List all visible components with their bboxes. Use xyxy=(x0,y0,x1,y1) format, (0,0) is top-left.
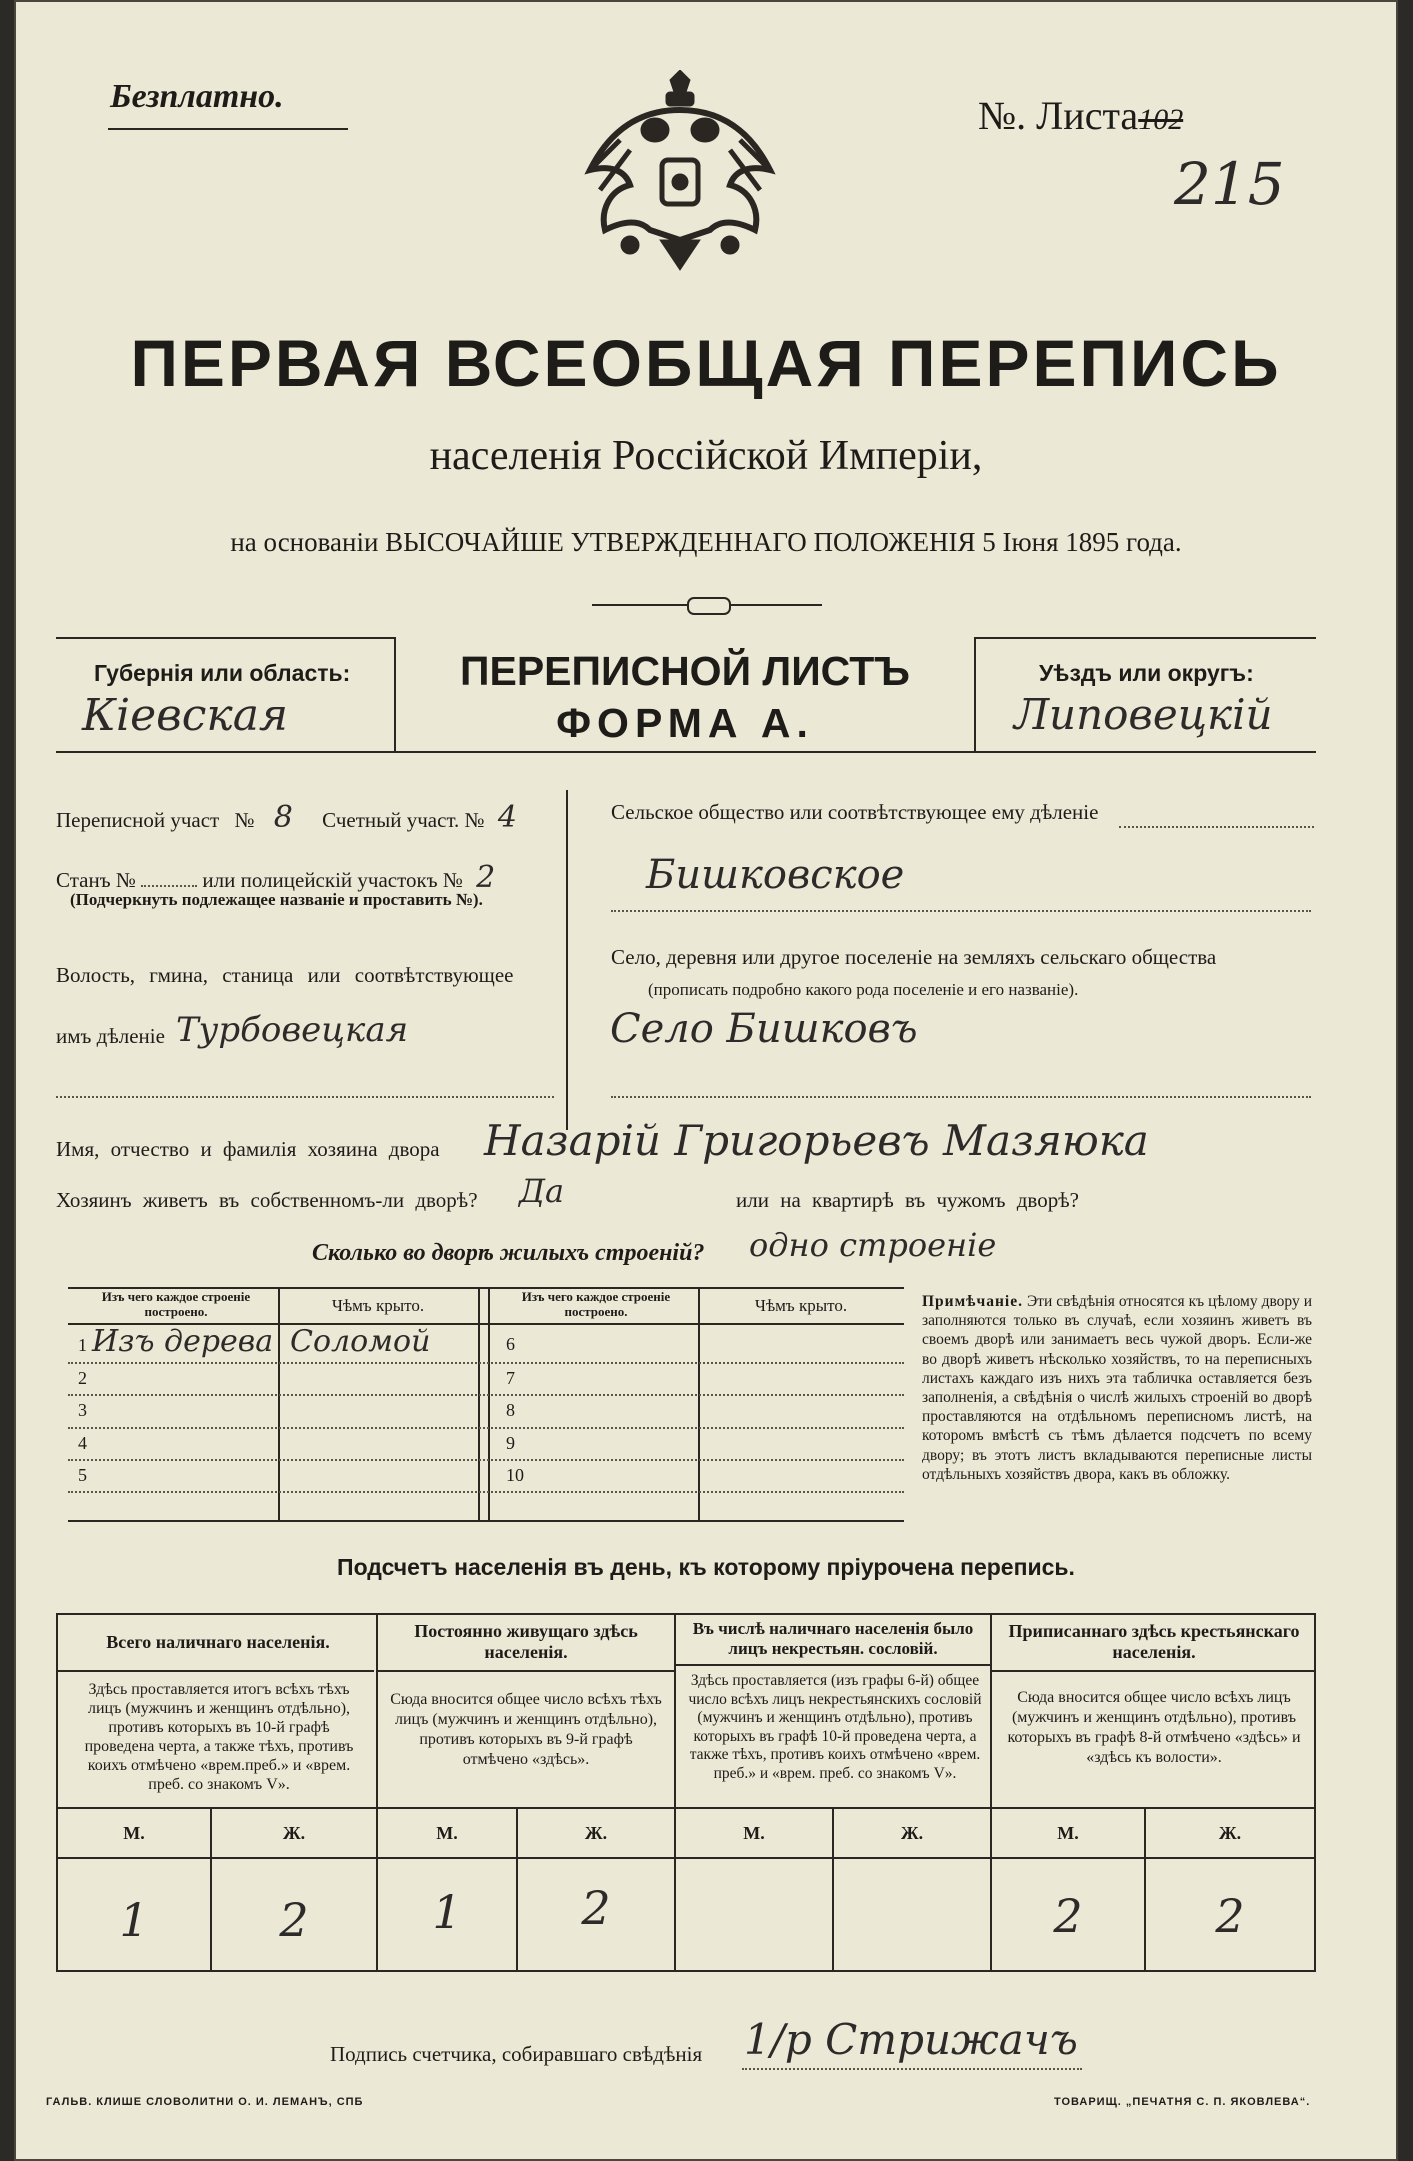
police-value: 2 xyxy=(476,860,496,895)
district-label: Уѣздъ или округъ: xyxy=(1039,660,1254,686)
page-subtitle: населенія Россійской Имперіи, xyxy=(429,433,983,479)
f-value: 2 xyxy=(279,1893,309,1947)
signature-value: 1/р Стрижачъ xyxy=(744,2015,1078,2064)
sheet-number-crossed: 102 xyxy=(1138,103,1184,136)
table-col-roof-right: Чѣмъ крыто. xyxy=(754,1296,848,1315)
footer-right: ТОВАРИЩ. „ПЕЧАТНЯ С. П. ЯКОВЛЕВА“. xyxy=(1054,2096,1311,2108)
own-yard-label: Хозяинъ живетъ въ собственномъ-ли дворѣ? xyxy=(56,1188,478,1212)
society-dots-2 xyxy=(611,910,1311,912)
count-section-value: 4 xyxy=(497,800,517,835)
volost-label-1: Волость, гмина, станица или соотвѣтствующее xyxy=(56,963,514,987)
f-label: Ж. xyxy=(584,1822,608,1843)
population-col-resident-desc: Сюда вносится общее число всѣхъ тѣхъ лицъ (мужчинъ и женщинъ отдѣльно), противъ которыхъ въ 9-й графѣ отмѣчено «здѣсь». xyxy=(390,1691,662,1768)
f-label: Ж. xyxy=(900,1822,924,1843)
stan-row: Станъ № или полицейскій участокъ № 2 xyxy=(56,860,496,895)
volost-value: Турбовецкая xyxy=(176,1010,409,1050)
signature-label: Подпись счетчика, собиравшаго свѣдѣнія xyxy=(330,2042,703,2066)
population-col-total-title: Всего наличнаго населенія. xyxy=(106,1631,330,1652)
table-col-material-right: Изъ чего каждое строеніе построено. xyxy=(521,1289,671,1319)
other-yard-label: или на квартирѣ въ чужомъ дворѣ? xyxy=(736,1188,1079,1212)
fields-divider xyxy=(566,790,568,1130)
society-dots-1 xyxy=(1119,826,1314,828)
m-value xyxy=(676,1880,832,1960)
volost-label-2: имъ дѣленіе xyxy=(56,1024,165,1048)
population-heading: Подсчетъ населенія въ день, къ которому пріурочена перепись. xyxy=(337,1554,1075,1580)
province-value: Кіевская xyxy=(82,690,289,741)
population-col-resident-title: Постоянно живущаго здѣсь населенія. xyxy=(414,1621,638,1662)
table-row: 5 xyxy=(78,1465,87,1485)
table-col-roof-left: Чѣмъ крыто. xyxy=(331,1296,425,1315)
note-heading: Примѣчаніе. xyxy=(922,1293,1023,1310)
owner-name-label: Имя, отчество и фамилія хозяина двора xyxy=(56,1137,440,1161)
buildings-label: Сколько во дворѣ жилыхъ строеній? xyxy=(312,1240,705,1266)
village-label: Село, деревня или другое поселеніе на земляхъ сельскаго общества xyxy=(611,945,1217,969)
f-value: 2 xyxy=(1215,1889,1245,1943)
free-underline xyxy=(108,128,348,130)
note-text: Эти свѣдѣнія относятся къ цѣлому двору и заполняются только въ случаѣ, если хозяинъ живетъ въ своемъ дворѣ или занимаетъ весь чужой дворъ. Если-же во дворѣ живетъ нѣсколько хозяйствъ, то на переписныхъ листахъ каждаго изъ нихъ эта табличка оставляется безъ заполненія, а свѣдѣнія о числѣ жилыхъ строеній во дворѣ проставляются на отдѣльномъ переписномъ листѣ, на которомъ вмѣстѣ съ тѣмъ дѣлается подсчетъ по всему двору; въ этотъ листъ вкладываются переписные листы отдѣльныхъ хозяйствъ двора, какъ въ обложку. xyxy=(922,1293,1313,1483)
double-headed-eagle-emblem-icon xyxy=(580,70,780,280)
f-label: Ж. xyxy=(1218,1822,1242,1843)
table-row: 4 xyxy=(78,1433,87,1453)
own-yard-value: Да xyxy=(519,1172,565,1210)
population-col-peasant-desc: Сюда вносится общее число всѣхъ лицъ (мужчинъ и женщинъ отдѣльно), противъ которыхъ въ графѣ 8-й отмѣчено «здѣсь» и «здѣсь къ волости». xyxy=(1007,1689,1301,1766)
sheet-number-handwritten: 215 xyxy=(1174,150,1285,218)
volost-dots xyxy=(56,1096,554,1098)
band-right-divider xyxy=(974,637,976,751)
m-value: 1 xyxy=(432,1885,462,1939)
m-value: 1 xyxy=(119,1893,149,1947)
note-block xyxy=(922,1292,1312,1484)
table-row: 7 xyxy=(506,1368,515,1388)
table-row: 9 xyxy=(506,1433,515,1453)
form-title: ПЕРЕПИСНОЙ ЛИСТЪ xyxy=(460,648,910,694)
sheet-number xyxy=(978,92,1183,139)
f-value: 2 xyxy=(581,1881,611,1935)
society-label: Сельское общество или соотвѣтствующее ему дѣленіе xyxy=(611,800,1099,824)
table-row: 3 xyxy=(78,1400,87,1420)
census-section-row: Переписной участ № 8 Счетный участ. № 4 xyxy=(56,800,517,835)
signature-dots xyxy=(742,2068,1082,2070)
census-sheet xyxy=(14,0,1398,2161)
roof-value: Соломой xyxy=(290,1324,431,1359)
province-label: Губернія или область: xyxy=(94,660,351,686)
m-label: М. xyxy=(436,1822,458,1843)
free-label: Безплатно. xyxy=(110,78,284,115)
population-col-nonpeasant-desc: Здѣсь проставляется (изъ графы 6-й) общее число всѣхъ лицъ некрестьянскихъ сословій (мужчинъ и женщинъ отдѣльно), противъ которыхъ въ графѣ 10-й проведена черта, а также тѣхъ, противъ коихъ отмѣчено «врем. преб.» и «врем. преб. со знакомъ V». xyxy=(688,1672,982,1782)
underline-note: (Подчеркнуть подлежащее названіе и проставить №). xyxy=(70,890,483,909)
page-basis: на основаніи ВЫСОЧАЙШЕ УТВЕРЖДЕННАГО ПОЛОЖЕНІЯ 5 Іюня 1895 года. xyxy=(230,527,1182,557)
form-subtitle: ФОРМА А. xyxy=(556,700,814,746)
m-label: М. xyxy=(123,1822,145,1843)
ornament-divider xyxy=(592,600,822,610)
village-value: Село Бишковъ xyxy=(610,1006,918,1052)
village-note: (прописать подробно какого рода поселеніе и его названіе). xyxy=(648,980,1079,999)
band-bottom xyxy=(56,751,1316,753)
population-col-nonpeasant-title: Въ числѣ наличнаго населенія было лицъ некрестьян. сословій. xyxy=(692,1619,974,1658)
table-row: 1 Изъ дерева Соломой xyxy=(78,1324,431,1359)
owner-name-value: Назарій Григорьевъ Мазяюка xyxy=(484,1116,1149,1165)
m-label: М. xyxy=(1057,1822,1079,1843)
table-row: 8 xyxy=(506,1400,515,1420)
band-top-right xyxy=(974,637,1316,639)
page-title: ПЕРВАЯ ВСЕОБЩАЯ ПЕРЕПИСЬ xyxy=(130,326,1282,400)
society-value: Бишковское xyxy=(646,852,905,898)
sheet-number-label: №. Листа xyxy=(978,93,1139,138)
village-dots xyxy=(611,1096,1311,1098)
footer-left: ГАЛЬВ. КЛИШЕ СЛОВОЛИТНИ О. И. ЛЕМАНЪ, СПБ xyxy=(46,2096,364,2108)
m-value: 2 xyxy=(1053,1889,1083,1943)
table-row: 6 xyxy=(506,1334,515,1354)
district-value: Липовецкій xyxy=(1014,690,1273,739)
f-value xyxy=(834,1880,990,1960)
population-col-peasant-title: Приписаннаго здѣсь крестьянскаго населенія. xyxy=(1008,1621,1300,1662)
population-col-total-desc: Здѣсь проставляется итогъ всѣхъ тѣхъ лицъ (мужчинъ и женщинъ отдѣльно), противъ которыхъ въ 10-й графѣ проведена черта, а также тѣхъ, противъ коихъ отмѣчено «врем.преб.» и «врем. преб. со знакомъ V». xyxy=(84,1681,354,1793)
table-row: 10 xyxy=(506,1465,524,1485)
census-section-value: 8 xyxy=(273,800,293,835)
material-value: Изъ дерева xyxy=(92,1324,274,1359)
m-label: М. xyxy=(743,1822,765,1843)
buildings-value: одно строеніе xyxy=(749,1226,997,1264)
band-top-left xyxy=(56,637,396,639)
f-label: Ж. xyxy=(282,1822,306,1843)
table-row: 2 xyxy=(78,1368,87,1388)
table-col-material-left: Изъ чего каждое строеніе построено. xyxy=(101,1289,251,1319)
